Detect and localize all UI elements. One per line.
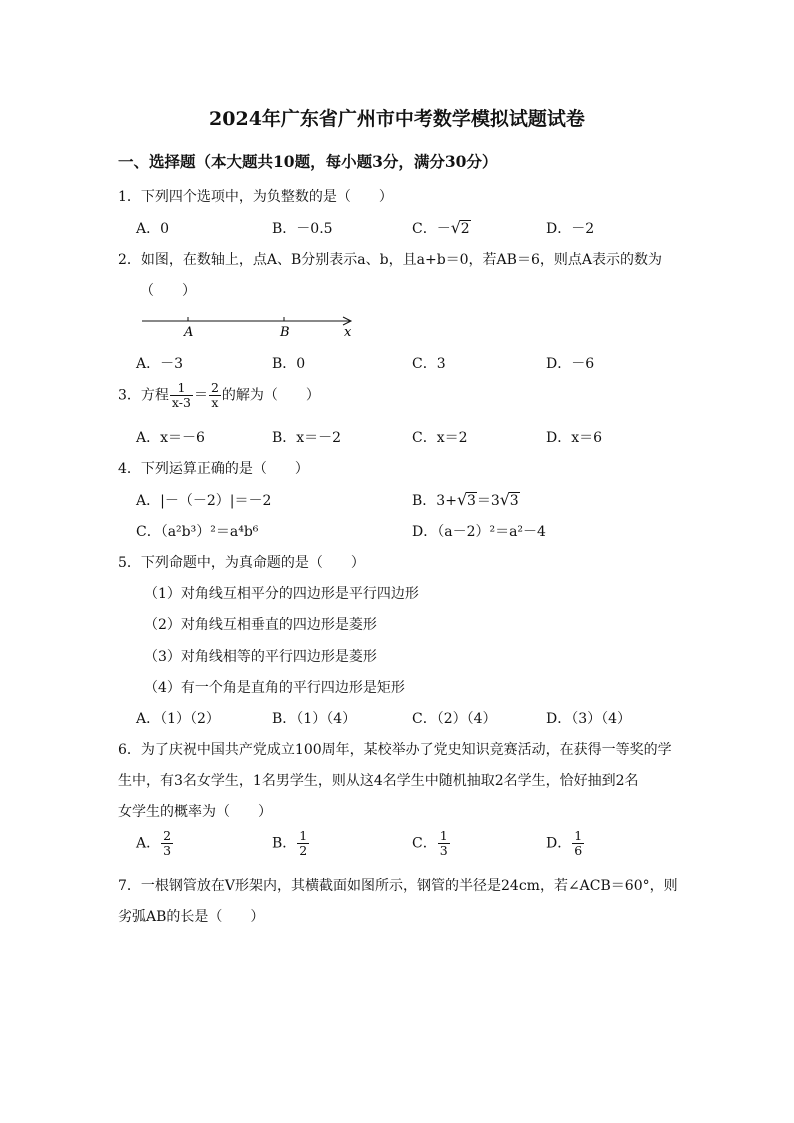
point-b-label: B: [280, 325, 290, 340]
q6-d-fraction: [572, 829, 584, 858]
q3-f1-num: 1: [170, 381, 193, 396]
q6-line-2: 生中，有3名女学生，1名男学生，则从这4名学生中随机抽取2名学生，恰好抽到2名: [118, 773, 639, 789]
q3-fraction-2: [209, 381, 221, 410]
page-title: 2024年广东省广州市中考数学模拟试题试卷: [209, 108, 585, 130]
q2-stem: 2．如图，在数轴上，点A、B分别表示a、b，且a+b＝0，若AB＝6，则点A表示的数为: [118, 252, 662, 268]
q1-option-c-prefix: C．－: [412, 221, 451, 237]
q3-equals: ＝: [193, 387, 208, 404]
q5-option-a: A．（1）（2）: [136, 711, 220, 727]
q6-line-3: 女学生的概率为（ ）: [118, 804, 272, 820]
q6-a-den: 3: [163, 843, 172, 858]
q4-b-radicand-2: 3: [509, 493, 519, 509]
q2-option-d: D．－6: [546, 356, 595, 372]
q1-option-c: [412, 218, 471, 238]
q3-suffix: 的解为（ ）: [221, 387, 320, 404]
q3-stem: [118, 381, 320, 410]
q6-a-fraction: [161, 829, 173, 858]
q4-b-prefix: B．3+: [412, 493, 457, 509]
q3-option-b: B．x＝－2: [272, 430, 342, 446]
sqrt-symbol: √ 2: [450, 218, 470, 237]
q3-f2-den: x: [211, 395, 219, 410]
q6-b-label: B．: [272, 835, 297, 852]
q4-option-a: A．|－（－2）|＝－2: [136, 493, 272, 509]
q4-option-c: C．（a²b³）²＝a⁴b⁶: [136, 524, 259, 540]
q5-statement-3: （3）对角线相等的平行四边形是菱形: [144, 649, 377, 665]
q5-statement-4: （4）有一个角是直角的平行四边形是矩形: [144, 680, 405, 696]
q3-f1-den: x-3: [171, 395, 191, 410]
q5-option-c: C．（2）（4）: [412, 711, 497, 727]
q1-option-c-radicand: 2: [460, 221, 470, 237]
q6-b-num: 1: [299, 828, 308, 843]
q3-option-d: D．x＝6: [546, 430, 603, 446]
q6-option-c: [412, 829, 451, 858]
q5-option-b: B．（1）（4）: [272, 711, 357, 727]
q3-fraction-1: [170, 381, 193, 410]
q2-stem-paren: （ ）: [140, 283, 196, 299]
q4-b-radicand-1: 3: [466, 493, 476, 509]
q6-d-label: D．: [546, 835, 572, 852]
q6-option-d: [546, 829, 585, 858]
q7-line-2: 劣弧AB的长是（ ）: [118, 909, 265, 925]
q4-option-d: D．（a－2）²＝a²－4: [412, 524, 546, 540]
q6-b-fraction: [297, 829, 309, 858]
q2-option-a: A．－3: [136, 356, 184, 372]
q6-c-label: C．: [412, 835, 437, 852]
sqrt-symbol: √ 3: [499, 490, 519, 509]
q7-line-1: 7．一根钢管放在V形架内，其横截面如图所示，钢管的半径是24cm，若∠ACB＝60°，则: [118, 878, 678, 894]
q5-stem: 5．下列命题中，为真命题的是（ ）: [118, 555, 365, 571]
q3-option-c: C．x＝2: [412, 430, 468, 446]
number-line-figure: [140, 312, 360, 340]
q1-option-d: D．－2: [546, 221, 595, 237]
q3-f2-num: 2: [210, 380, 219, 395]
q5-statement-1: （1）对角线互相平分的四边形是平行四边形: [144, 586, 419, 602]
q1-stem: 1．下列四个选项中，为负整数的是（ ）: [118, 189, 393, 205]
q5-statement-2: （2）对角线互相垂直的四边形是菱形: [144, 617, 377, 633]
q6-c-fraction: [438, 829, 450, 858]
q6-b-den: 2: [299, 843, 308, 858]
q6-c-den: 3: [439, 843, 448, 858]
q5-option-d: D．（3）（4）: [546, 711, 632, 727]
q6-option-b: [272, 829, 310, 858]
q1-option-b: B．－0.5: [272, 221, 333, 237]
q3-prefix: 3．方程: [118, 387, 169, 404]
q2-option-c: C．3: [412, 356, 446, 372]
q6-a-num: 2: [163, 828, 172, 843]
q3-option-a: A．x＝－6: [136, 430, 205, 446]
point-a-label: A: [184, 325, 194, 340]
q6-a-label: A．: [136, 835, 161, 852]
q4-stem: 4．下列运算正确的是（ ）: [118, 461, 309, 477]
q2-option-b: B．0: [272, 356, 306, 372]
axis-x-label: x: [344, 325, 352, 340]
q1-option-a: A．0: [136, 221, 170, 237]
q6-option-a: [136, 829, 174, 858]
q6-d-den: 6: [574, 843, 583, 858]
q6-line-1: 6．为了庆祝中国共产党成立100周年，某校举办了党史知识竞赛活动，在获得一等奖的学: [118, 742, 672, 758]
q4-option-b: [412, 490, 520, 510]
sqrt-symbol: √ 3: [456, 490, 476, 509]
q4-b-mid: ＝3: [476, 493, 500, 509]
q6-c-num: 1: [439, 828, 448, 843]
q6-d-num: 1: [574, 828, 583, 843]
section-heading: 一、选择题（本大题共10题，每小题3分，满分30分）: [118, 152, 498, 171]
